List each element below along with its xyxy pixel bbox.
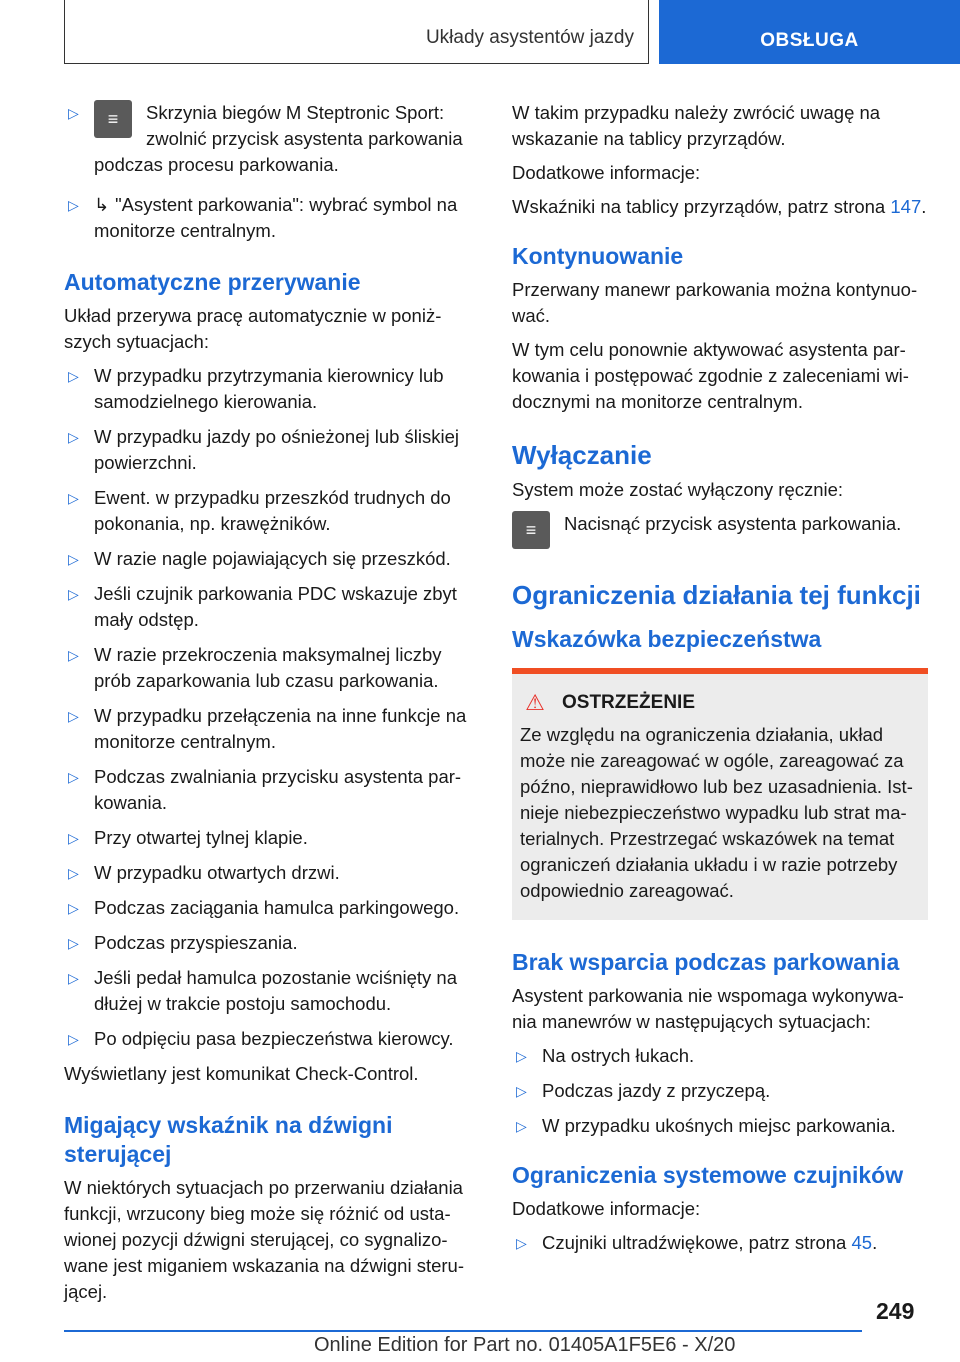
bullet-text: Po odpięciu pasa bezpieczeństwa kierowcy. xyxy=(94,1028,454,1049)
bullet-text: Na ostrych łukach. xyxy=(542,1045,695,1066)
bullet-text: "Asystent parkowania": wybrać symbol na xyxy=(115,194,458,215)
triangle-right-icon: ▷ xyxy=(68,708,79,724)
paragraph-text: Wskaźniki na tablicy przyrządów, patrz strona xyxy=(512,196,886,217)
paragraph: W niektórych sytuacjach po przerwaniu działania funkcji, wrzucony bieg może się różnić od usta-wionej pozycji dźwigni sterującej, co sygnalizo-wane jest miganiem wskazania na dźwigni steru-jącej. xyxy=(64,1177,464,1302)
step-text: Nacisnąć przycisk asystenta parkowania. xyxy=(564,513,902,534)
list-item xyxy=(64,363,480,415)
paragraph: W tym celu ponownie aktywować asystenta par-kowania i postępować zgodnie z zaleceniami wi-docznymi na monitorze centralnym. xyxy=(512,339,909,412)
list-item xyxy=(64,581,480,633)
triangle-right-icon: ▷ xyxy=(68,865,79,881)
section-title: Układy asystentów jazdy xyxy=(64,0,649,64)
section-heading: Kontynuowanie xyxy=(512,243,684,269)
paragraph: Dodatkowe informacje: xyxy=(512,162,701,183)
list-item xyxy=(64,825,480,851)
no-support-list xyxy=(512,1043,928,1139)
list-item xyxy=(64,764,480,816)
list-item xyxy=(512,1043,928,1069)
chapter-heading: Ograniczenia działania tej funkcji xyxy=(512,580,921,610)
bullet-text: W przypadku przełączenia na inne funkcje na monitorze centralnym. xyxy=(94,705,467,752)
warning-title-row xyxy=(520,690,920,716)
section-heading: Wskazówka bezpieczeństwa xyxy=(512,626,822,652)
list-item xyxy=(64,642,480,694)
right-column xyxy=(512,100,928,1265)
list-item xyxy=(512,1078,928,1104)
bullet-first-line xyxy=(94,100,480,152)
park-assist-symbol-icon: ↳ xyxy=(94,195,110,215)
bullet-text: W razie przekroczenia maksymalnej liczby prób zaparkowania lub czasu parkowania. xyxy=(94,644,442,691)
bullet-text: Podczas przyspieszania. xyxy=(94,932,298,953)
paragraph: Asystent parkowania nie wspomaga wykonywa-nia manewrów w następujących sytuacjach: xyxy=(512,985,904,1032)
list-item xyxy=(64,930,480,956)
bullet-text: Podczas jazdy z przyczepą. xyxy=(542,1080,771,1101)
bullet-text: W razie nagle pojawiających się przeszkód. xyxy=(94,548,451,569)
section-heading: Automatyczne przerywanie xyxy=(64,269,361,295)
period: . xyxy=(872,1232,878,1253)
triangle-right-icon: ▷ xyxy=(68,970,79,986)
paragraph: W takim przypadku należy zwrócić uwagę na wskazanie na tablicy przyrządów. xyxy=(512,102,881,149)
bullet-text: Przy otwartej tylnej klapie. xyxy=(94,827,308,848)
triangle-right-icon: ▷ xyxy=(68,197,79,213)
list-item xyxy=(64,860,480,886)
triangle-right-icon: ▷ xyxy=(516,1235,527,1251)
triangle-right-icon: ▷ xyxy=(68,490,79,506)
bullet-text: Podczas zaciągania hamulca parkingowego. xyxy=(94,897,460,918)
triangle-right-icon: ▷ xyxy=(68,1031,79,1047)
warning-box xyxy=(512,668,928,920)
bullet-text: Podczas zwalniania przycisku asystenta par-kowania. xyxy=(94,766,462,813)
bullet-text: W przypadku otwartych drzwi. xyxy=(94,862,340,883)
triangle-right-icon: ▷ xyxy=(68,647,79,663)
bullet-text: Jeśli czujnik parkowania PDC wskazuje zbyt mały odstęp. xyxy=(94,583,457,630)
paragraph xyxy=(512,194,928,220)
triangle-right-icon: ▷ xyxy=(68,429,79,445)
period: . xyxy=(921,196,927,217)
park-assist-button-icon: ≡ xyxy=(512,511,550,549)
paragraph: Przerwany manewr parkowania można kontynuo-wać. xyxy=(512,279,918,326)
triangle-right-icon: ▷ xyxy=(68,769,79,785)
bullet-text: Ewent. w przypadku przeszkód trudnych do pokonania, np. krawężników. xyxy=(94,487,451,534)
chapter-tab: OBSŁUGA xyxy=(659,0,960,64)
paragraph: System może zostać wyłączony ręcznie: xyxy=(512,479,844,500)
page-header xyxy=(64,0,960,64)
warning-text: Ze względu na ograniczenia działania, układ może nie zareagować w ogóle, zareagować za późno, nieprawidłowo lub bez uzasadnienia. Ist-nieje niebezpieczeństwo wypadku lub strat ma-terialnych. Przestrzegać wskazówek na temat ograniczeń działania układu i w razie potrzeby odpowiednio zareagować. xyxy=(520,724,913,901)
triangle-right-icon: ▷ xyxy=(68,935,79,951)
triangle-right-icon: ▷ xyxy=(516,1083,527,1099)
triangle-right-icon: ▷ xyxy=(516,1118,527,1134)
paragraph: Układ przerywa pracę automatycznie w poniż-szych sytuacjach: xyxy=(64,305,442,352)
list-item xyxy=(64,1026,480,1052)
bullet-text: monitorze centralnym. xyxy=(94,220,276,241)
bullet-text: Czujniki ultradźwiękowe, patrz strona xyxy=(542,1232,847,1253)
list-item xyxy=(64,965,480,1017)
warning-title: OSTRZEŻENIE xyxy=(562,692,696,713)
section-heading: Migający wskaźnik na dźwigni sterującej xyxy=(64,1112,393,1167)
page-number: 249 xyxy=(876,1298,915,1324)
section-heading: Brak wsparcia podczas parkowania xyxy=(512,949,900,975)
triangle-right-icon: ▷ xyxy=(516,1048,527,1064)
left-column xyxy=(64,100,480,1313)
list-item xyxy=(64,703,480,755)
bullet-text: zwolnić przycisk asystenta parkowania xyxy=(146,128,463,149)
park-assist-button-icon: ≡ xyxy=(94,100,132,138)
auto-interrupt-list xyxy=(64,363,480,1052)
list-item xyxy=(512,1113,928,1139)
section-heading: Wyłączanie xyxy=(512,440,652,470)
triangle-right-icon: ▷ xyxy=(68,830,79,846)
bullet-text: W przypadku przytrzymania kierownicy lub samodzielnego kierowania. xyxy=(94,365,444,412)
list-item xyxy=(64,895,480,921)
list-item xyxy=(64,424,480,476)
bullet-text: W przypadku ukośnych miejsc parkowania. xyxy=(542,1115,896,1136)
bullet-text: podczas procesu parkowania. xyxy=(94,154,339,175)
list-item xyxy=(64,485,480,537)
warning-triangle-icon: ⚠ xyxy=(525,690,545,715)
list-item xyxy=(64,192,480,244)
step-row xyxy=(512,511,928,549)
page-link[interactable]: 45 xyxy=(851,1232,873,1253)
list-item xyxy=(64,100,480,178)
triangle-right-icon: ▷ xyxy=(68,900,79,916)
footer-edition: Online Edition for Part no. 01405A1F5E6 - X/20 xyxy=(314,1334,736,1356)
footer-rule xyxy=(64,1330,862,1332)
page-link[interactable]: 147 xyxy=(890,196,922,217)
section-heading: Ograniczenia systemowe czujników xyxy=(512,1162,904,1188)
bullet-text: Jeśli pedał hamulca pozostanie wciśnięty na dłużej w trakcie postoju samochodu. xyxy=(94,967,458,1014)
triangle-right-icon: ▷ xyxy=(68,105,79,121)
paragraph: Dodatkowe informacje: xyxy=(512,1198,701,1219)
list-item xyxy=(64,546,480,572)
paragraph: Wyświetlany jest komunikat Check-Control. xyxy=(64,1063,419,1084)
triangle-right-icon: ▷ xyxy=(68,586,79,602)
bullet-text: Skrzynia biegów M Steptronic Sport: xyxy=(146,102,445,123)
list-item xyxy=(512,1230,928,1256)
triangle-right-icon: ▷ xyxy=(68,551,79,567)
bullet-text: W przypadku jazdy po ośnieżonej lub śliskiej powierzchni. xyxy=(94,426,460,473)
triangle-right-icon: ▷ xyxy=(68,368,79,384)
